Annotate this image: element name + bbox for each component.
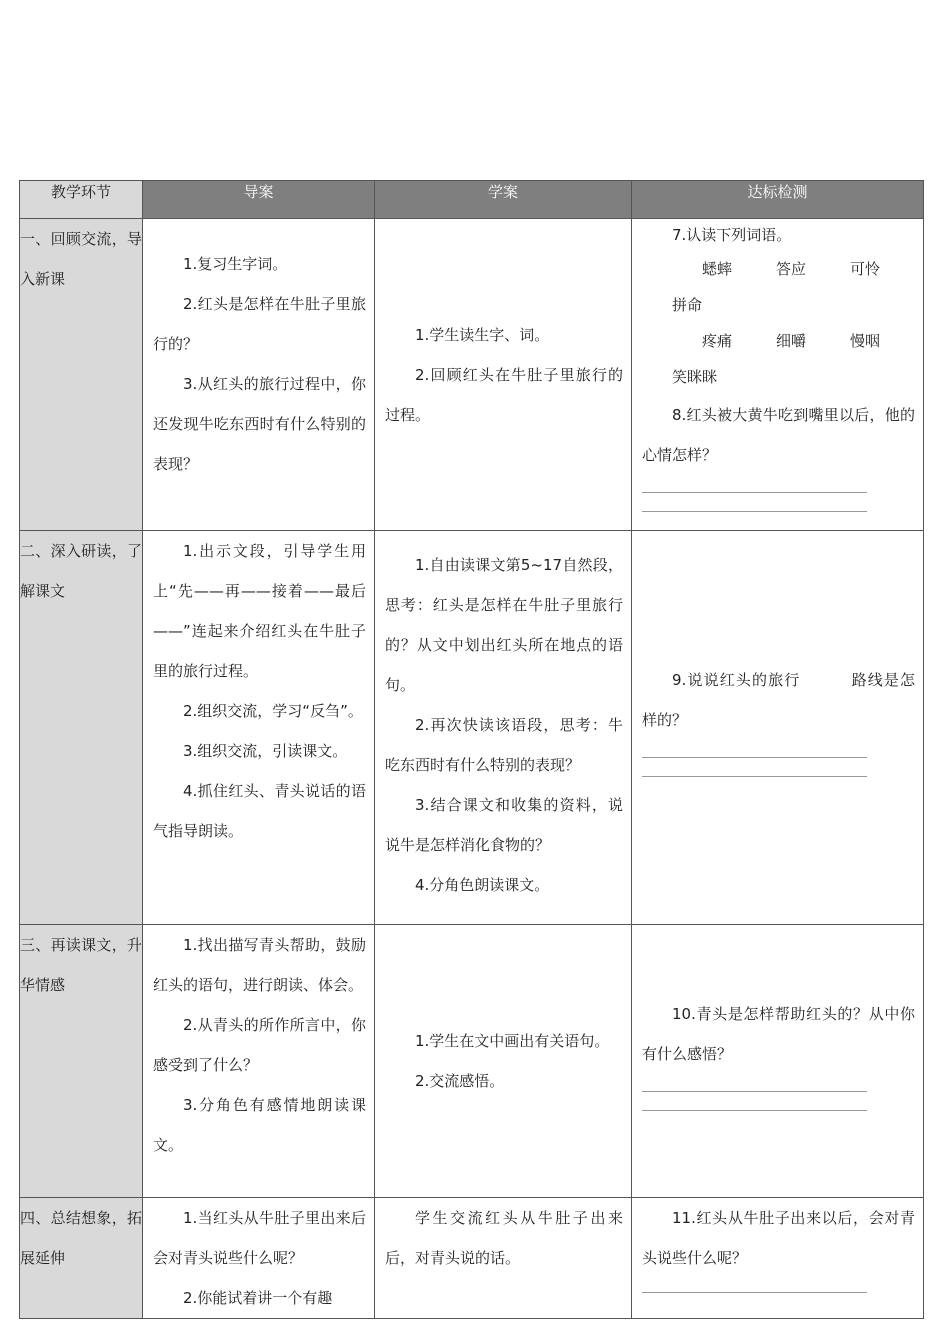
check-question-part-a: 9.说说红头的旅行 <box>672 671 801 689</box>
lesson-plan-sheet <box>19 180 923 1319</box>
table-header-row <box>20 181 924 219</box>
guide-cell <box>143 1198 375 1319</box>
answer-line[interactable] <box>642 511 867 512</box>
guide-item: 1.出示文段，引导学生用上“先——再——接着——最后——”连起来介绍红头在牛肚子里的旅行过程。 <box>153 542 366 680</box>
guide-item: 1.复习生字词。 <box>183 255 288 273</box>
word: 笑眯眯 <box>672 368 718 386</box>
answer-line[interactable] <box>642 1292 867 1293</box>
study-item: 2.交流感悟。 <box>415 1072 505 1090</box>
study-item: 学生交流红头从牛肚子出来后，对青头说的话。 <box>385 1209 623 1267</box>
header-guide: 导案 <box>143 181 375 219</box>
guide-item: 2.从青头的所作所言中，你感受到了什么？ <box>153 1016 366 1074</box>
study-item: 3.结合课文和收集的资料，说说牛是怎样消化食物的？ <box>385 796 623 854</box>
lesson-plan-table <box>19 180 924 1319</box>
header-stage: 教学环节 <box>20 181 143 219</box>
study-cell <box>375 925 632 1198</box>
guide-cell <box>143 925 375 1198</box>
guide-item: 4.抓住红头、青头说话的语气指导朗读。 <box>153 782 366 840</box>
check-cell <box>632 1198 924 1319</box>
guide-item: 2.你能试着讲一个有趣 <box>183 1289 333 1307</box>
stage-cell <box>20 925 143 1198</box>
guide-item: 3.组织交流，引读课文。 <box>183 742 348 760</box>
guide-item: 3.分角色有感情地朗读课文。 <box>153 1096 366 1154</box>
guide-cell <box>143 219 375 531</box>
check-question: 10.青头是怎样帮助红头的？从中你有什么感悟？ <box>642 1004 915 1063</box>
stage-cell <box>20 1198 143 1319</box>
word: 慢咽 <box>850 332 881 350</box>
answer-line[interactable] <box>642 1091 867 1092</box>
guide-item: 3.从红头的旅行过程中，你还发现牛吃东西时有什么特别的表现？ <box>153 375 366 473</box>
study-cell <box>375 1198 632 1319</box>
study-item: 1.学生在文中画出有关语句。 <box>415 1032 610 1050</box>
word: 蟋蟀 <box>702 260 733 278</box>
stage-label: 一、回顾交流，导入新课 <box>20 230 142 288</box>
header-check: 达标检测 <box>632 181 924 219</box>
table-row <box>20 925 924 1198</box>
word-list-1 <box>642 251 915 323</box>
guide-item: 2.组织交流，学习“反刍”。 <box>183 702 363 720</box>
check-title: 7.认读下列词语。 <box>672 226 792 244</box>
table-row <box>20 219 924 531</box>
word: 答应 <box>776 260 807 278</box>
word: 细嚼 <box>776 332 807 350</box>
guide-item: 1.当红头从牛肚子里出来后会对青头说些什么呢？ <box>153 1209 366 1267</box>
guide-item: 2.红头是怎样在牛肚子里旅行的？ <box>153 295 366 353</box>
word: 可怜 <box>850 260 881 278</box>
study-item: 2.回顾红头在牛肚子里旅行的过程。 <box>385 365 623 424</box>
study-cell <box>375 219 632 531</box>
check-cell <box>632 925 924 1198</box>
check-question-part-b: 路线是怎样的？ <box>642 671 915 729</box>
answer-line[interactable] <box>642 492 867 493</box>
check-cell <box>632 219 924 531</box>
study-item: 1.自由读课文第5~17自然段，思考：红头是怎样在牛肚子里旅行的？从文中划出红头所在地点的语句。 <box>385 556 623 694</box>
check-cell <box>632 531 924 925</box>
stage-label: 二、深入研读，了解课文 <box>20 542 142 600</box>
check-question <box>642 660 915 740</box>
answer-line[interactable] <box>642 776 867 777</box>
table-row <box>20 531 924 925</box>
guide-item: 1.找出描写青头帮助，鼓励红头的语句，进行朗读、体会。 <box>153 936 366 994</box>
word: 拼命 <box>672 296 703 314</box>
check-question: 8.红头被大黄牛吃到嘴里以后，他的心情怎样？ <box>642 406 915 464</box>
guide-cell <box>143 531 375 925</box>
stage-cell <box>20 219 143 531</box>
stage-label: 四、总结想象，拓展延伸 <box>20 1209 142 1267</box>
study-cell <box>375 531 632 925</box>
word: 疼痛 <box>702 332 733 350</box>
header-study: 学案 <box>375 181 632 219</box>
study-item: 2.再次快读该语段，思考：牛吃东西时有什么特别的表现？ <box>385 716 623 774</box>
answer-line[interactable] <box>642 757 867 758</box>
table-row <box>20 1198 924 1319</box>
word-list-2 <box>642 323 915 395</box>
stage-label: 三、再读课文，升华情感 <box>20 936 142 994</box>
check-question: 11.红头从牛肚子出来以后，会对青头说些什么呢？ <box>642 1209 915 1267</box>
answer-line[interactable] <box>642 1110 867 1111</box>
stage-cell <box>20 531 143 925</box>
study-item: 4.分角色朗读课文。 <box>415 876 550 894</box>
study-item: 1.学生读生字、词。 <box>415 325 550 344</box>
